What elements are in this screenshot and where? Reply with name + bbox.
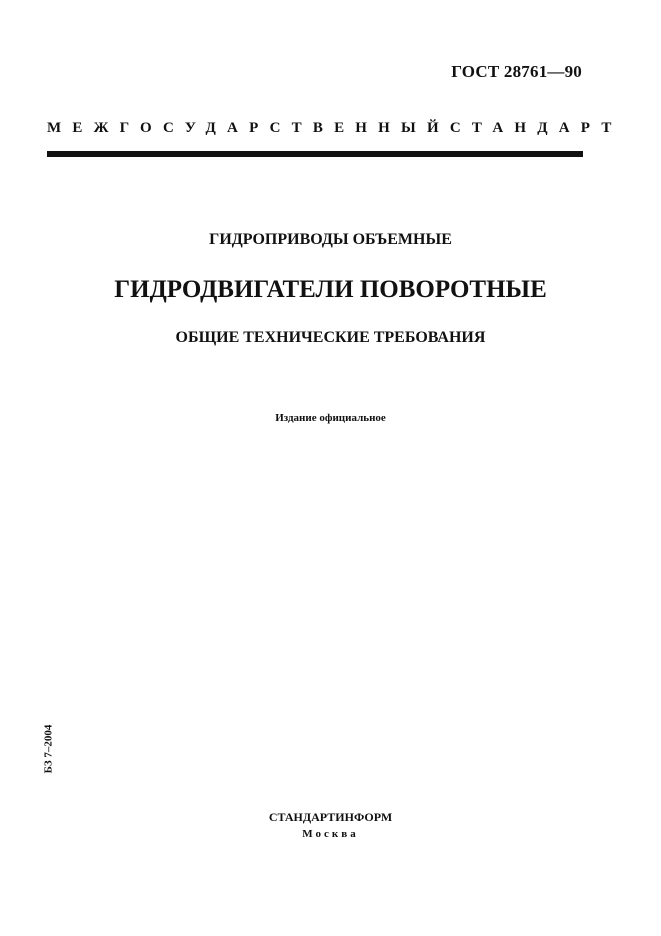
title-line-3: ОБЩИЕ ТЕХНИЧЕСКИЕ ТРЕБОВАНИЯ	[175, 329, 486, 346]
gost-number: ГОСТ 28761—90	[451, 62, 582, 81]
side-code	[41, 714, 56, 784]
title-line-2: ГИДРОДВИГАТЕЛИ ПОВОРОТНЫЕ	[114, 276, 547, 303]
edition-label: Издание официальное	[275, 412, 386, 424]
publisher-city: Москва	[302, 828, 359, 840]
publisher-name: СТАНДАРТИНФОРМ	[268, 810, 393, 824]
standard-word: СТАНДАРТ	[449, 120, 623, 136]
title-line-1: ГИДРОПРИВОДЫ ОБЪЕМНЫЕ	[209, 231, 452, 248]
interstate-word: МЕЖГОСУДАРСТВЕННЫЙ	[47, 120, 450, 136]
header-rule	[47, 151, 583, 157]
interstate-standard-banner	[47, 120, 623, 137]
side-code-text: БЗ 7–2004	[42, 724, 55, 774]
